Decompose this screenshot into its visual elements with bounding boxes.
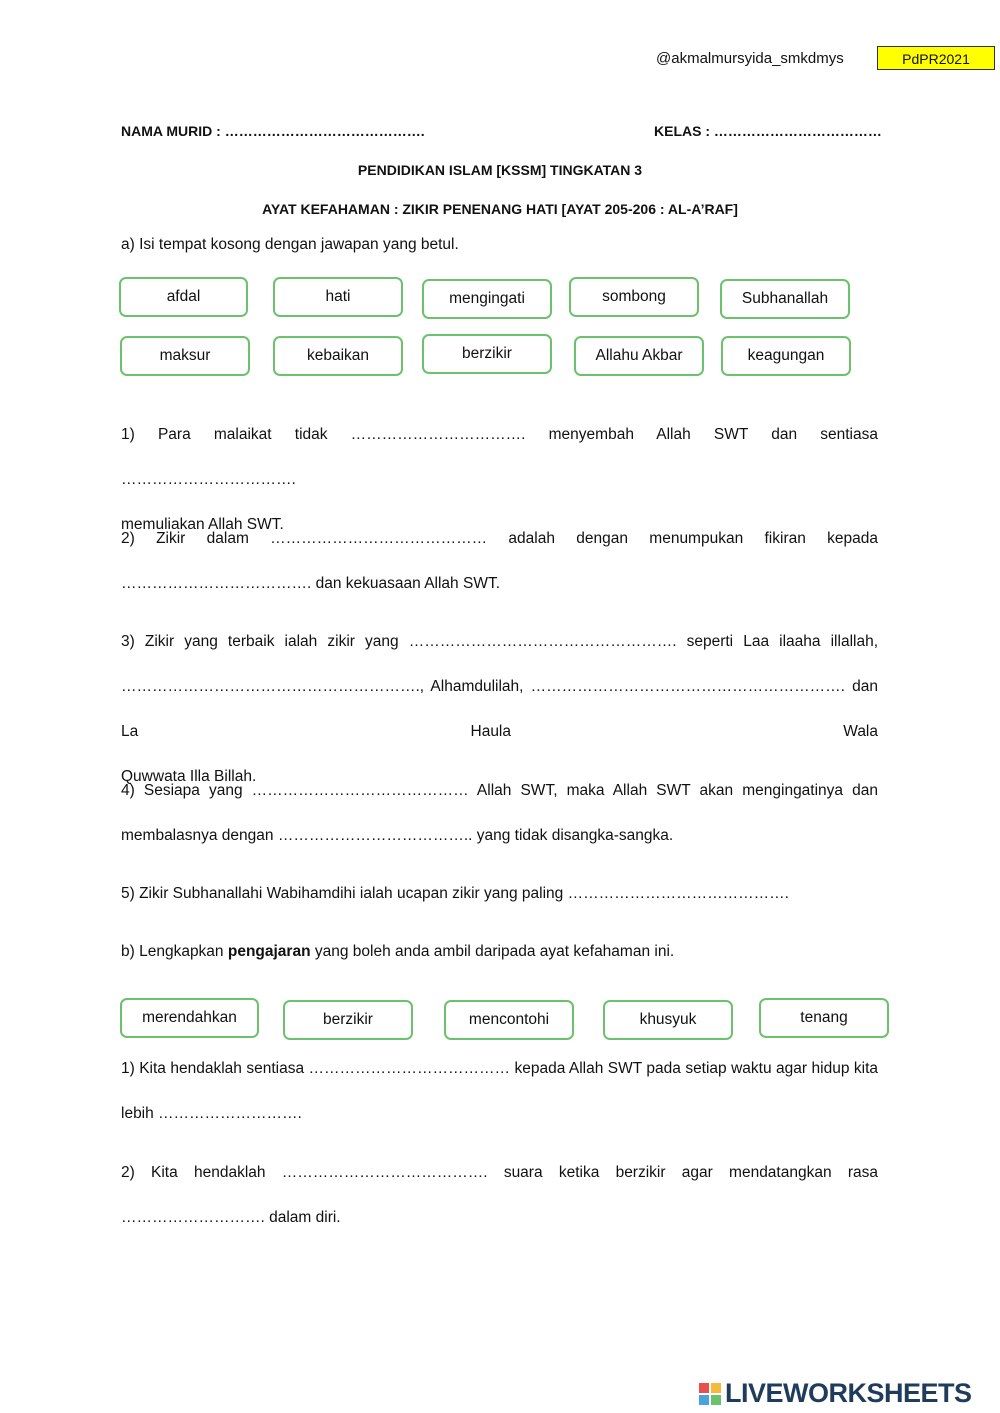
topic-title: AYAT KEFAHAMAN : ZIKIR PENENANG HATI [AYAT 205-206 : AL-A’RAF]	[262, 201, 738, 217]
question-line: 1) Para malaikat tidak ……………………………. menyembah Allah SWT dan sentiasa …………………………….	[121, 426, 878, 488]
instruction-pre: b) Lengkapkan	[121, 943, 228, 960]
word-chip[interactable]: khusyuk	[603, 1000, 733, 1040]
instruction-bold: pengajaran	[227, 943, 311, 960]
question-line: Quwwata Illa Billah.	[121, 768, 257, 785]
word-chip[interactable]: kebaikan	[273, 336, 403, 376]
instruction-post: yang boleh anda ambil daripada ayat kefahaman ini.	[310, 943, 675, 960]
section-b-instruction	[121, 943, 674, 961]
question-line: 3) Zikir yang terbaik ialah zikir yang ……………………………………………. seperti Laa ilaaha illallah,	[121, 633, 878, 650]
word-chip[interactable]: mengingati	[422, 279, 552, 319]
liveworksheets-icon	[699, 1383, 721, 1405]
question-line: membalasnya dengan ……………………………….. yang tidak disangka-sangka.	[121, 827, 674, 844]
question-line: ………………………………. dan kekuasaan Allah SWT.	[121, 575, 501, 592]
question-a5	[121, 871, 878, 916]
pdpr-tag: PdPR2021	[877, 46, 995, 70]
word-chip[interactable]: hati	[273, 277, 403, 317]
nama-murid-field[interactable]: NAMA MURID : …………………………………….	[121, 123, 425, 139]
word-chip[interactable]: Allahu Akbar	[574, 336, 704, 376]
question-b1	[121, 1046, 878, 1136]
word-chip[interactable]: mencontohi	[444, 1000, 574, 1040]
word-chip[interactable]: merendahkan	[120, 998, 259, 1038]
brand-name: LIVEWORKSHEETS	[725, 1378, 972, 1408]
question-line: …………………………………………………., Alhamdulilah, ……………………………………………………. dan La Haula Wala	[121, 678, 878, 740]
word-chip[interactable]: keagungan	[721, 336, 851, 376]
question-line: 2) Kita hendaklah …………………………………. suara ketika berzikir agar mendatangkan rasa	[121, 1164, 878, 1181]
question-a2	[121, 516, 878, 606]
subject-title: PENDIDIKAN ISLAM [KSSM] TINGKATAN 3	[357, 162, 643, 178]
question-line: 5) Zikir Subhanallahi Wabihamdihi ialah ucapan zikir yang paling …………………………………….	[121, 885, 789, 902]
word-chip[interactable]: Subhanallah	[720, 279, 850, 319]
word-chip[interactable]: maksur	[120, 336, 250, 376]
question-line: lebih ……………………….	[121, 1105, 302, 1122]
word-chip[interactable]: berzikir	[283, 1000, 413, 1040]
question-line: 1) Kita hendaklah sentiasa ………………………………… kepada Allah SWT pada setiap waktu agar hidup kita	[121, 1060, 878, 1077]
word-chip[interactable]: afdal	[119, 277, 248, 317]
question-a4	[121, 768, 878, 858]
word-chip[interactable]: sombong	[569, 277, 699, 317]
question-b2	[121, 1150, 878, 1240]
kelas-field[interactable]: KELAS : ………………………………	[654, 123, 882, 139]
question-line: memuliakan Allah SWT.	[121, 516, 284, 533]
author-handle: @akmalmursyida_smkdmys	[656, 50, 844, 67]
question-line: ………………………. dalam diri.	[121, 1209, 341, 1226]
liveworksheets-logo[interactable]	[699, 1378, 972, 1409]
section-a-instruction: a) Isi tempat kosong dengan jawapan yang betul.	[121, 236, 459, 253]
word-chip[interactable]: tenang	[759, 998, 889, 1038]
question-line: 2) Zikir dalam …………………………………… adalah dengan menumpukan fikiran kepada	[121, 530, 878, 547]
question-line: 4) Sesiapa yang …………………………………… Allah SWT, maka Allah SWT akan mengingatinya dan	[121, 782, 878, 799]
word-chip[interactable]: berzikir	[422, 334, 552, 374]
